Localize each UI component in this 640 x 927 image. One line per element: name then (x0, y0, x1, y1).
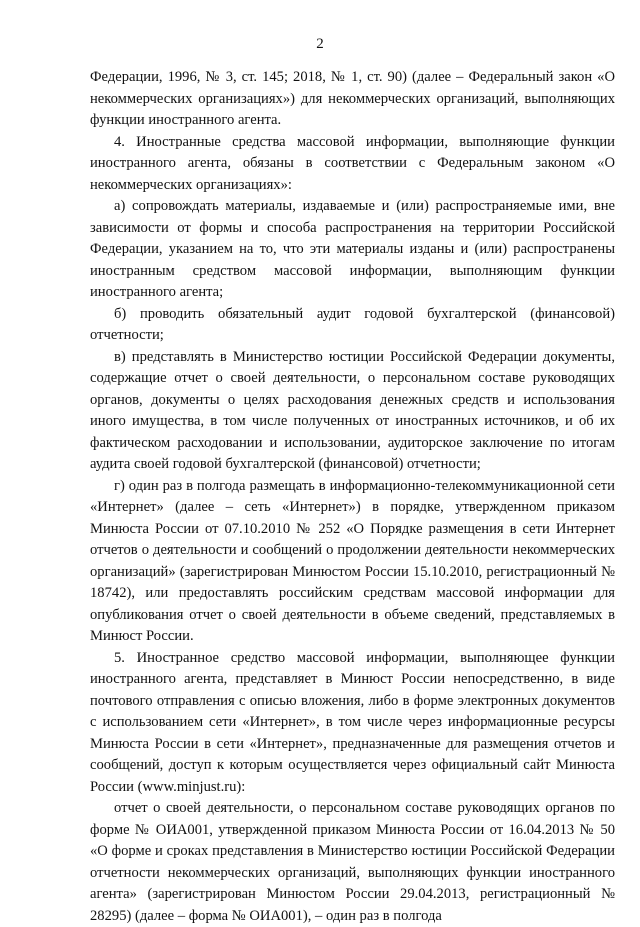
paragraph-item-4: 4. Иностранные средства массовой информации, выполняющие функции иностранного агента, обязаны в соответствии с Федеральным законом «О некоммерческих организациях»: (90, 133, 615, 193)
paragraph-subitem-a: а) сопровождать материалы, издаваемые и (или) распространяемые ими, вне зависимости от формы и способа распространения на территории Российской Федерации, указанием на то, что эти материалы изданы и (или) распространены иностранным средством массовой информации, выполняющим функции иностранного агента; (90, 198, 615, 300)
paragraph-continuation: Федерации, 1996, № 3, ст. 145; 2018, № 1, ст. 90) (далее – Федеральный закон «О некоммерческих организациях») для некоммерческих организаций, выполняющих функции иностранного агента. (90, 69, 615, 128)
paragraph-subitem-g: г) один раз в полгода размещать в информационно-телекоммуникационной сети «Интернет» (далее – сеть «Интернет») в порядке, утвержденном приказом Минюста России от 07.10.2010 № 252 «О Порядке размещения в сети Интернет отчетов о деятельности и сообщений о продолжении деятельности некоммерческих организаций» (зарегистрирован Минюстом России 15.10.2010, регистрационный № 18742), или предоставлять российским средствам массовой информации для опубликования отчет о своей деятельности в объеме сведений, представляемых в Минюст России. (90, 477, 615, 644)
document-body (90, 67, 615, 927)
page-number: 2 (316, 36, 324, 52)
paragraph-item-5: 5. Иностранное средство массовой информации, выполняющее функции иностранного агента, представляет в Минюст России непосредственно, в виде почтового отправления с описью вложения, либо в форме электронных документов с использованием сети «Интернет», в том числе через информационные ресурсы Минюста России в сети «Интернет», предназначенные для размещения отчетов и сообщений, доступ к которым осуществляется через официальный сайт Минюста России (www.minjust.ru): (90, 649, 615, 795)
paragraph-subitem-b: б) проводить обязательный аудит годовой бухгалтерской (финансовой) отчетности; (90, 305, 615, 343)
paragraph-report: отчет о своей деятельности, о персональном составе руководящих органов по форме № ОИА001, утвержденной приказом Минюста России от 16.04.2013 № 50 «О форме и сроках представления в Министерство юстиции Российской Федерации отчетности некоммерческих организаций, выполняющих функции иностранного агента» (зарегистрирован Минюстом России 29.04.2013, регистрационный № 28295) (далее – форма № ОИА001), – один раз в полгода (90, 800, 615, 924)
paragraph-subitem-v: в) представлять в Министерство юстиции Российской Федерации документы, содержащие отчет о своей деятельности, о персональном составе руководящих органов, документы о целях расходования денежных средств и использования иного имущества, в том числе полученных от иностранных источников, и об их фактическом расходовании и использовании, аудиторское заключение по итогам аудита своей годовой бухгалтерской (финансовой) отчетности; (90, 348, 615, 472)
